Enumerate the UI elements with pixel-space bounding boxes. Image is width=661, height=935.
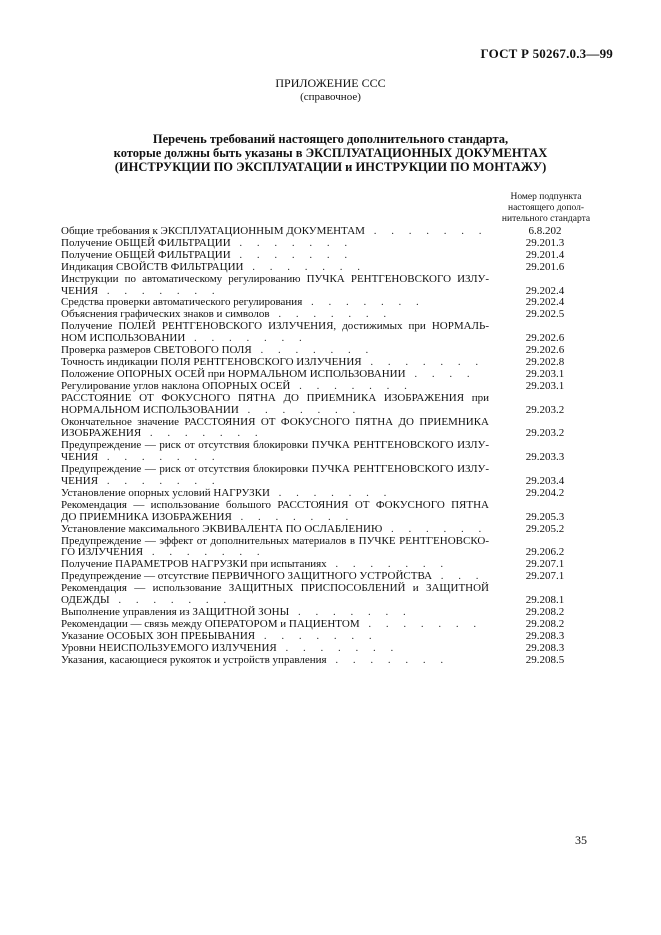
- requirement-line-2: ЧЕНИЯ: [61, 475, 99, 488]
- column-header-line-2: настоящего допол-: [508, 203, 584, 213]
- table-row: [61, 274, 601, 298]
- table-row: [61, 440, 601, 464]
- clause-number: 29.203.2: [525, 427, 565, 440]
- clause-number: 29.201.3: [525, 236, 565, 249]
- requirement-text: [61, 500, 489, 524]
- appendix-subtitle: (справочное): [300, 91, 361, 103]
- table-row: [61, 655, 601, 667]
- leader-dots: . . . .: [405, 367, 476, 380]
- requirement-line-1: Регулирование углов наклона ОПОРНЫХ ОСЕЙ: [61, 379, 291, 392]
- requirement-line-2: ГО ИЗЛУЧЕНИЯ: [61, 546, 144, 559]
- clause-number: 29.203.4: [525, 475, 565, 488]
- clause-number: 29.202.4: [525, 296, 565, 309]
- requirement-line-1: Инструкции по автоматическому регулированию ПУЧКА РЕНТГЕНОВСКОГО ИЗЛУ-: [61, 272, 489, 285]
- requirement-text: [61, 262, 489, 274]
- title-line-1: Перечень требований настоящего дополнительного стандарта,: [152, 132, 509, 146]
- title-line-3: (ИНСТРУКЦИИ ПО ЭКСПЛУАТАЦИИ и ИНСТРУКЦИИ ПО МОНТАЖУ): [114, 160, 547, 174]
- clause-number: 29.206.2: [525, 546, 565, 559]
- table-row: [61, 262, 601, 274]
- requirement-text: [61, 524, 489, 536]
- clause-number: 29.203.1: [525, 379, 565, 392]
- requirement-line-1: Получение ПАРАМЕТРОВ НАГРУЗКИ при испытаниях: [61, 558, 327, 571]
- clause-number: 29.204.2: [525, 486, 565, 499]
- leader-dots: . . . . . . .: [269, 308, 393, 321]
- clause-number: 29.208.2: [525, 606, 565, 618]
- column-header-line-1: Номер подпункта: [510, 192, 582, 202]
- requirement-line-1: Указания, касающиеся рукояток и устройств управления: [61, 653, 327, 666]
- clause-number: 29.208.5: [525, 653, 565, 666]
- requirement-line-2: ИЗОБРАЖЕНИЯ: [61, 427, 142, 440]
- requirement-line-1: Предупреждение — риск от отсутствия блокировки ПУЧКА РЕНТГЕНОВСКОГО ИЗЛУ-: [61, 439, 489, 452]
- document-title: [80, 132, 581, 174]
- requirement-line-1: Указание ОСОБЫХ ЗОН ПРЕБЫВАНИЯ: [61, 629, 256, 642]
- requirement-line-1: Общие требования к ЭКСПЛУАТАЦИОННЫМ ДОКУМЕНТАМ: [61, 225, 365, 237]
- leader-dots: . . . . . . .: [98, 451, 221, 464]
- requirement-line-1: Рекомендация — использование большого РАССТОЯНИЯ ОТ ФОКУСНОГО ПЯТНА: [61, 498, 489, 511]
- leader-dots: . . . . . . .: [302, 296, 425, 309]
- clause-number: 29.202.6: [525, 344, 565, 357]
- leader-dots: . . . . . . .: [98, 284, 221, 297]
- title-line-2: которые должны быть указаны в ЭКСПЛУАТАЦИОННЫХ ДОКУМЕНТАХ: [113, 146, 548, 160]
- standard-number: ГОСТ Р 50267.0.3—99: [480, 46, 613, 61]
- requirement-text: [61, 655, 489, 667]
- clause-number: 29.208.2: [525, 617, 565, 630]
- leader-dots: . . . . . . .: [230, 248, 354, 261]
- leader-dots: . . . . . . .: [109, 594, 233, 607]
- clause-number: 29.207.1: [525, 570, 565, 583]
- requirement-text: [61, 381, 489, 393]
- leader-dots: . . . . . . .: [326, 558, 450, 571]
- requirement-line-1: Средства проверки автоматического регулирования: [61, 296, 303, 309]
- leader-dots: . . . . . .: [382, 522, 488, 535]
- clause-number: 29.203.3: [525, 451, 565, 464]
- requirement-text: [61, 393, 489, 417]
- requirement-line-1: Установление опорных условий НАГРУЗКИ: [61, 486, 270, 499]
- requirement-line-1: Индикация СВОЙСТВ ФИЛЬТРАЦИИ: [61, 260, 244, 273]
- requirement-line-2: ОДЕЖДЫ: [61, 594, 110, 607]
- requirement-line-2: НОРМАЛЬНОМ ИСПОЛЬЗОВАНИИ: [61, 403, 239, 416]
- column-header-line-3: нительного стандарта: [501, 214, 591, 224]
- requirement-line-1: Предупреждение — отсутствие ПЕРВИЧНОГО ЗАЩИТНОГО УСТРОЙСТВА: [61, 570, 433, 583]
- column-header: [482, 192, 610, 225]
- leader-dots: . . . . . . .: [238, 403, 362, 416]
- leader-dots: . . . . . . .: [143, 546, 266, 559]
- requirement-text: [61, 464, 489, 488]
- clause-number: 29.202.8: [525, 355, 565, 368]
- clause-number: 29.203.2: [525, 403, 565, 416]
- leader-dots: . . . . . . .: [364, 225, 488, 237]
- requirement-line-1: Уровни НЕИСПОЛЬЗУЕМОГО ИЗЛУЧЕНИЯ: [61, 641, 277, 654]
- leader-dots: . . . . . . .: [141, 427, 264, 440]
- requirement-text: [61, 274, 489, 298]
- requirement-line-2: ЧЕНИЯ: [61, 284, 99, 297]
- requirement-line-2: НОМ ИСПОЛЬЗОВАНИИ: [61, 332, 186, 345]
- leader-dots: . . .: [432, 570, 485, 583]
- table-row: [61, 583, 601, 607]
- clause-number: 29.202.5: [525, 308, 565, 321]
- table-row: [61, 381, 601, 393]
- requirement-line-1: Предупреждение — риск от отсутствия блокировки ПУЧКА РЕНТГЕНОВСКОГО ИЗЛУ-: [61, 463, 489, 476]
- leader-dots: . . . . . . .: [230, 236, 354, 249]
- requirement-line-2: ДО ПРИЕМНИКА ИЗОБРАЖЕНИЯ: [61, 510, 232, 523]
- clause-number: 6.8.202: [528, 225, 562, 237]
- clause-number: 29.208.3: [525, 641, 565, 654]
- leader-dots: . . . . . . .: [359, 617, 483, 630]
- requirement-line-1: Предупреждение — эффект от дополнительных материалов в ПУЧКЕ РЕНТГЕНОВСКО-: [61, 534, 489, 547]
- leader-dots: . . . . . . .: [98, 475, 221, 488]
- page-number: 35: [575, 833, 587, 847]
- leader-dots: . . . . . . .: [290, 379, 413, 392]
- requirement-line-1: Окончательное значение РАССТОЯНИЯ ОТ ФОКУСНОГО ПЯТНА ДО ПРИЕМНИКА: [61, 415, 489, 428]
- leader-dots: . . . . . . .: [255, 629, 378, 642]
- clause-number: 29.207.1: [525, 558, 565, 571]
- clause-number: 29.208.1: [525, 594, 565, 607]
- appendix-heading: [0, 76, 661, 104]
- clause-number: 29.208.3: [525, 629, 565, 642]
- requirement-line-1: Рекомендации — связь между ОПЕРАТОРОМ и ПАЦИЕНТОМ: [61, 617, 360, 630]
- leader-dots: . . . . . . .: [326, 653, 450, 666]
- table-row: [61, 393, 601, 417]
- requirement-text: [61, 440, 489, 464]
- requirement-line-1: Выполнение управления из ЗАЩИТНОЙ ЗОНЫ: [61, 606, 290, 618]
- requirement-line-1: Установление максимального ЭКВИВАЛЕНТА ПО ОСЛАБЛЕНИЮ: [61, 522, 383, 535]
- requirement-text: [61, 321, 489, 345]
- clause-number: 29.205.2: [525, 522, 565, 535]
- requirement-line-1: Точность индикации ПОЛЯ РЕНТГЕНОВСКОГО ИЗЛУЧЕНИЯ: [61, 355, 362, 368]
- leader-dots: . . . . . . .: [276, 641, 400, 654]
- appendix-title: ПРИЛОЖЕНИЕ ССС: [275, 76, 386, 90]
- leader-dots: . . . . . . .: [185, 332, 308, 345]
- requirement-line-1: РАССТОЯНИЕ ОТ ФОКУСНОГО ПЯТНА ДО ПРИЕМНИКА ИЗОБРАЖЕНИЯ при: [61, 391, 489, 404]
- clause-number: 29.201.6: [525, 260, 565, 273]
- requirement-text: [61, 417, 489, 441]
- leader-dots: . . . . . . .: [251, 344, 375, 357]
- requirement-text: [61, 536, 489, 560]
- table-row: [61, 524, 601, 536]
- requirement-line-2: ЧЕНИЯ: [61, 451, 99, 464]
- table-row: [61, 321, 601, 345]
- leader-dots: . . . . . . .: [269, 486, 393, 499]
- table-row: [61, 500, 601, 524]
- requirement-line-1: Объяснения графических знаков и символов: [61, 308, 270, 321]
- requirement-line-1: Проверка размеров СВЕТОВОГО ПОЛЯ: [61, 344, 252, 357]
- requirement-line-1: Рекомендация — использование ЗАЩИТНЫХ ПРИСПОСОБЛЕНИЙ и ЗАЩИТНОЙ: [61, 582, 489, 595]
- table-row: [61, 464, 601, 488]
- clause-number: 29.202.6: [525, 332, 565, 345]
- requirement-line-1: Получение ОБЩЕЙ ФИЛЬТРАЦИИ: [61, 236, 231, 249]
- leader-dots: . . . . . . .: [243, 260, 366, 273]
- table-row: [61, 536, 601, 560]
- clause-number: 29.202.4: [525, 284, 565, 297]
- clause-number: 29.205.3: [525, 510, 565, 523]
- table-row: [61, 417, 601, 441]
- requirement-line-1: Получение ПОЛЕЙ РЕНТГЕНОВСКОГО ИЗЛУЧЕНИЯ, достижимых при НОРМАЛЬ-: [61, 320, 489, 333]
- requirement-line-1: Получение ОБЩЕЙ ФИЛЬТРАЦИИ: [61, 248, 231, 261]
- requirements-table: [61, 226, 601, 667]
- clause-number: 29.201.4: [525, 248, 565, 261]
- requirement-line-1: Положение ОПОРНЫХ ОСЕЙ при НОРМАЛЬНОМ ИСПОЛЬЗОВАНИИ: [61, 367, 406, 380]
- leader-dots: . . . . . . .: [289, 606, 412, 618]
- leader-dots: . . . . . . .: [231, 510, 355, 523]
- requirement-text: [61, 583, 489, 607]
- leader-dots: . . . . . . .: [361, 355, 485, 368]
- clause-number: 29.203.1: [525, 367, 565, 380]
